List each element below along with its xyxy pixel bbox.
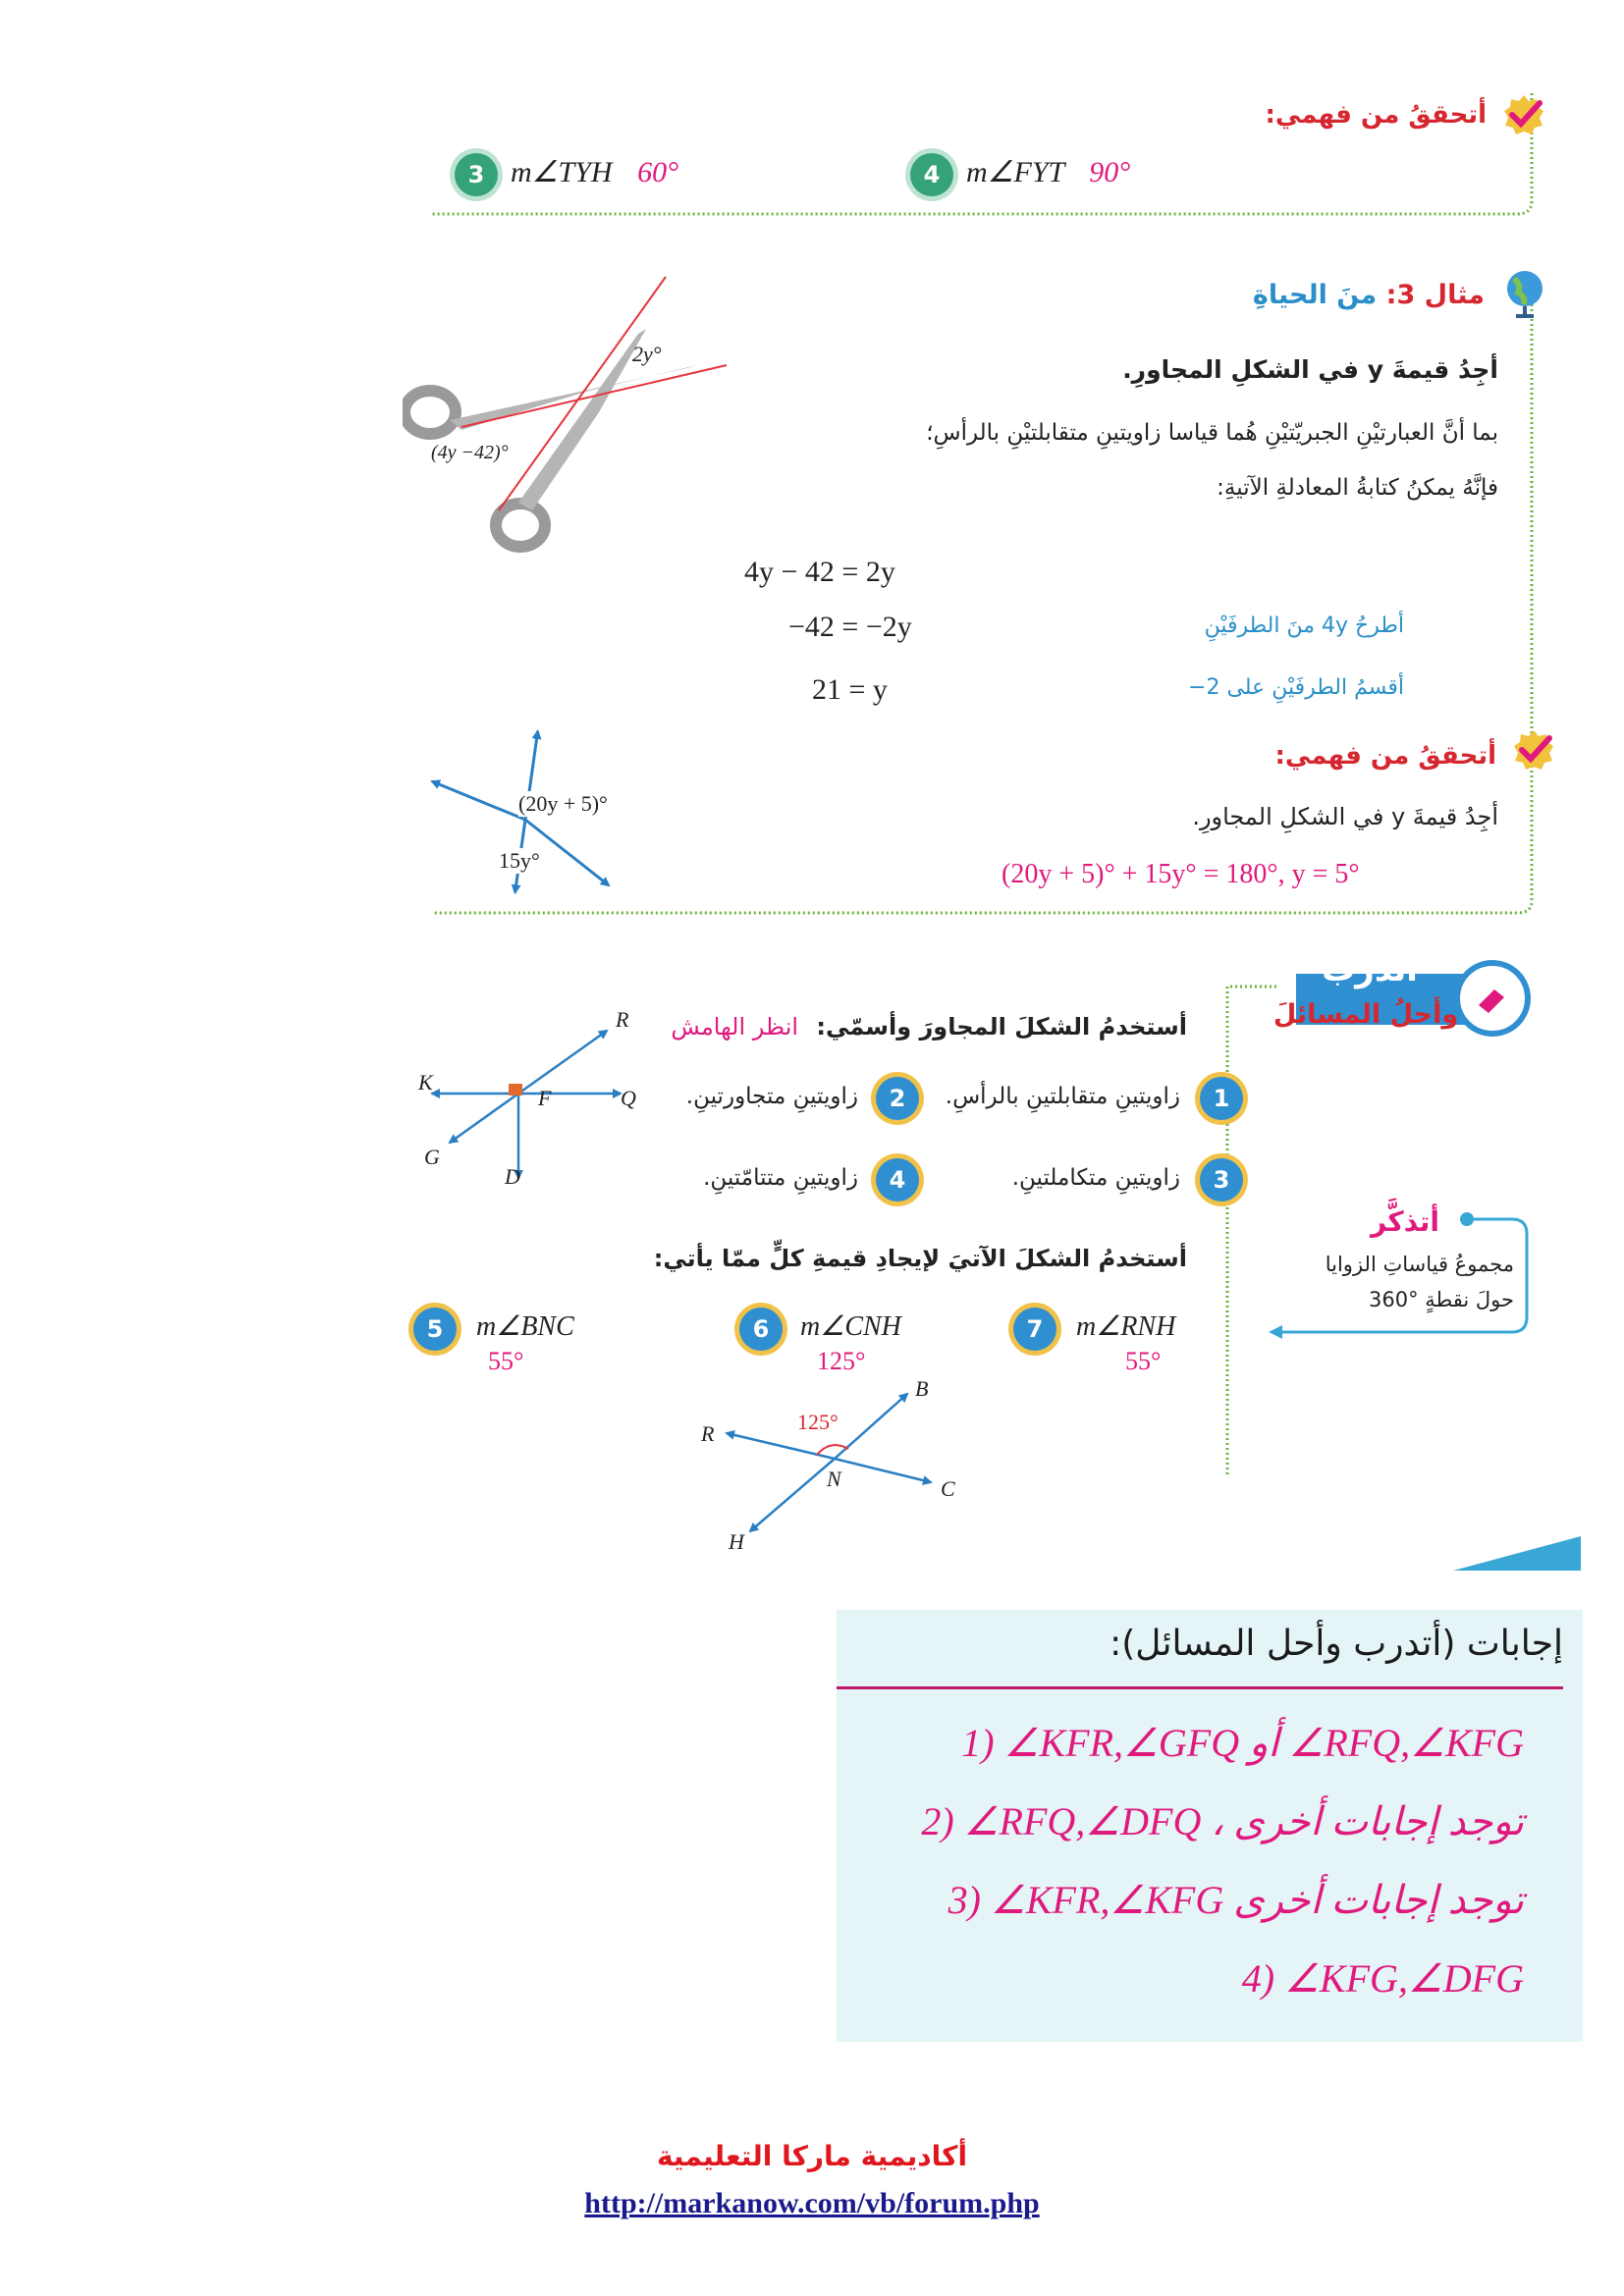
item-4-answer: 90° [1089, 156, 1131, 188]
check2-prompt: أجِدُ قيمةَ y في الشكلِ المجاورِ. [1192, 803, 1498, 830]
q6-expr: m∠CNH [800, 1311, 901, 1342]
q7-expr: m∠RNH [1076, 1311, 1176, 1342]
globe-icon [1502, 267, 1547, 312]
practice-instr2: أستخدمُ الشكلَ الآتيَ لإيجادِ قيمةِ كلٍّ ممّا يأتي: [653, 1245, 1187, 1272]
fig1-label-D: D [505, 1164, 520, 1189]
fig2-label-C: C [941, 1476, 955, 1501]
scissors-label-left: (4y −42)° [431, 442, 509, 463]
remember-title: أتذكَّر [1371, 1205, 1439, 1238]
q5-badge: 5 [413, 1308, 457, 1351]
q3-badge: 3 [1200, 1158, 1243, 1201]
item-3-answer: 60° [637, 156, 679, 188]
example3-text2: فإنَّهُ يمكنُ كتابةُ المعادلةِ الآتيةِ: [1217, 475, 1498, 501]
fig1-label-G: G [424, 1145, 440, 1169]
check2-answer: (20y + 5)° + 15y° = 180°, y = 5° [1001, 859, 1360, 889]
remember-line1: مجموعُ قياساتِ الزوايا [1325, 1253, 1514, 1276]
answer-line-3: 3) ∠KFR,∠KFG توجد إجابات أخرى [947, 1878, 1524, 1922]
example3-title [994, 280, 1485, 310]
practice-instr1-text: أستخدمُ الشكلَ المجاورَ وأسمّي: [816, 1013, 1187, 1041]
q6-answer: 125° [817, 1347, 866, 1375]
scissors-figure [403, 275, 736, 569]
section1-title: أتحققُ من فهمي: [1265, 100, 1487, 130]
q1-badge: 1 [1200, 1077, 1243, 1120]
item-4-badge: 4 [910, 153, 953, 196]
q1-text: زاويتينِ متقابلتينِ بالرأسِ. [945, 1084, 1180, 1109]
answer-line-2: 2) ∠RFQ,∠DFQ ، توجد إجابات أخرى [921, 1799, 1524, 1843]
fig2-label-R: R [701, 1421, 715, 1446]
footer-title: أكاديمية ماركا التعليمية [656, 2140, 968, 2172]
q3-text: زاويتينِ متكاملتينِ. [1011, 1165, 1180, 1191]
check2-label-bottom: 15y° [499, 848, 540, 873]
item-3-expr [511, 155, 678, 189]
fig2-label-H: H [729, 1529, 744, 1554]
example3-text1: بما أنَّ العبارتيْنِ الجبريّتيْنِ هُما قياسا زاويتينِ متقابلتيْنِ بالرأسِ؛ [926, 420, 1498, 446]
fig2-label-angle: 125° [797, 1410, 839, 1434]
answer-line-4: 4) ∠KFG,∠DFG [1241, 1956, 1524, 2001]
fig1-label-R: R [616, 1007, 629, 1032]
item-3-badge: 3 [455, 153, 498, 196]
equation-2: −42 = −2y [788, 611, 912, 643]
equation-3: 21 = y [812, 673, 888, 706]
answers-box [837, 1610, 1583, 2042]
q6-badge: 6 [739, 1308, 783, 1351]
practice-badge-line2: وأحلُ المسائلَ [1272, 999, 1459, 1030]
fig1-label-K: K [418, 1070, 433, 1095]
example3-title-sub: منَ الحياةِ [1252, 280, 1378, 310]
fig1-label-Q: Q [621, 1086, 636, 1110]
q7-badge: 7 [1013, 1308, 1056, 1351]
q2-badge: 2 [876, 1077, 919, 1120]
answers-title: إجابات (أتدرب وأحل المسائل): [1110, 1624, 1563, 1664]
check-icon [1502, 93, 1545, 136]
check-icon-2 [1512, 728, 1555, 772]
scissors-label-top: 2y° [632, 342, 662, 366]
item-4-expr [966, 155, 1130, 189]
q7-answer: 55° [1125, 1347, 1162, 1375]
scissors-line-b [499, 277, 666, 510]
q5-answer: 55° [488, 1347, 524, 1375]
practice-instr1-note: انظر الهامش [671, 1013, 799, 1041]
practice-badge-line1: أتدربُ [1322, 950, 1418, 989]
item-4-expr-text: m∠FYT [966, 156, 1064, 188]
check2-label-top: (20y + 5)° [518, 791, 608, 816]
q4-badge: 4 [876, 1158, 919, 1201]
answer-line-1: 1) ∠KFR,∠GFQ أو ∠RFQ,∠KFG [961, 1721, 1524, 1765]
hint-1: أطرحُ 4y منَ الطرفَيْنِ [1204, 614, 1404, 638]
check2-title: أتحققُ من فهمي: [1274, 741, 1496, 771]
hint-2: أقسمُ الطرفَيْنِ على 2− [1188, 675, 1404, 700]
item-3-expr-text: m∠TYH [511, 156, 613, 188]
q5-expr: m∠BNC [476, 1311, 574, 1342]
fig1-label-F: F [538, 1086, 552, 1110]
fig2-label-N: N [827, 1467, 841, 1491]
footer-link[interactable]: http://markanow.com/vb/forum.php [584, 2187, 1040, 2219]
q2-text: زاويتينِ متجاورتينِ. [685, 1084, 858, 1109]
example3-prompt: أجِدُ قيمةَ y في الشكلِ المجاورِ. [1122, 355, 1498, 384]
equation-1: 4y − 42 = 2y [744, 556, 895, 588]
q4-text: زاويتينِ متتامّتينِ. [703, 1165, 858, 1191]
fig2-label-B: B [915, 1376, 929, 1401]
example3-title-main: مثال 3: [1385, 280, 1485, 310]
answers-divider [837, 1686, 1563, 1689]
remember-line2: حولَ نقطةٍ °360 [1369, 1288, 1514, 1311]
angles-figure-1 [412, 1011, 648, 1198]
